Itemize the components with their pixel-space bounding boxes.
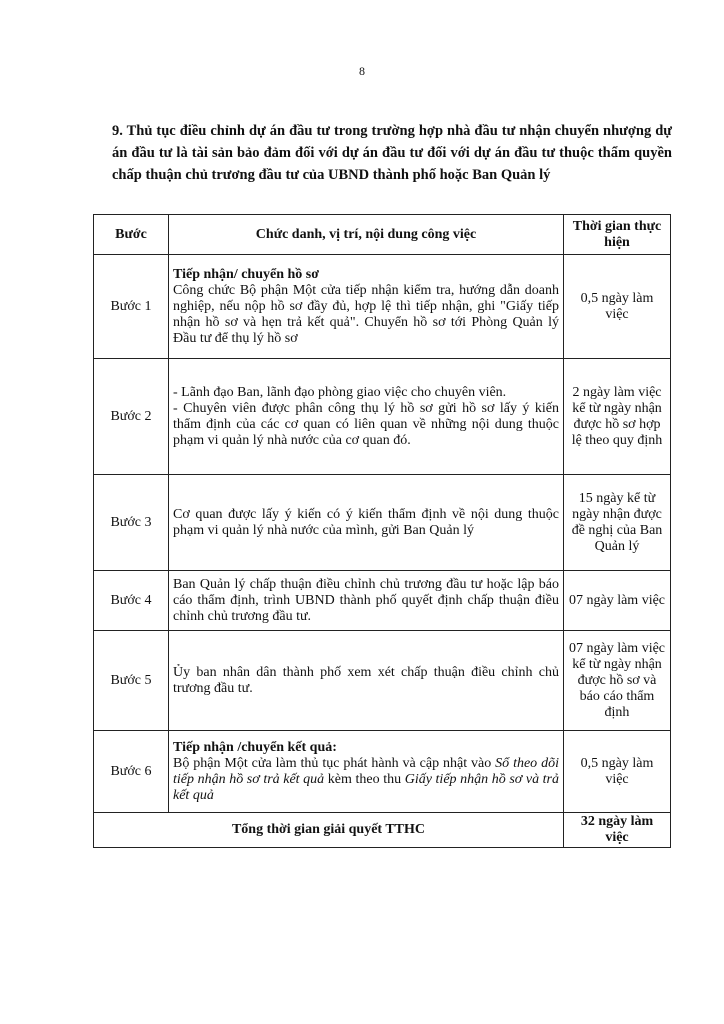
- table-row: [94, 731, 671, 813]
- step-time: 07 ngày làm việc kể từ ngày nhận được hồ sơ và báo cáo thẩm định: [564, 631, 671, 731]
- step-content: [169, 731, 564, 813]
- step-time: 0,5 ngày làm việc: [564, 731, 671, 813]
- section-heading: 9. Thủ tục điều chỉnh dự án đầu tư trong trường hợp nhà đầu tư nhận chuyển nhượng dự án đầu tư là tài sản bảo đảm đối với dự án đầu tư đối với dự án đầu tư thuộc thẩm quyền chấp thuận chủ trương đầu tư của UBND thành phố hoặc Ban Quản lý: [112, 123, 672, 183]
- step-time: 0,5 ngày làm việc: [564, 255, 671, 359]
- total-time: 32 ngày làm việc: [564, 813, 671, 848]
- step-content: Cơ quan được lấy ý kiến có ý kiến thẩm định về nội dung thuộc phạm vi quản lý nhà nước của mình, gửi Ban Quản lý: [169, 475, 564, 571]
- table-total-row: [94, 813, 671, 848]
- step-label: Bước 5: [94, 631, 169, 731]
- table-row: [94, 475, 671, 571]
- step-text-italic: Giấy tiếp nhận hồ sơ và trả kết quả: [173, 771, 560, 803]
- header-step: Bước: [94, 215, 169, 255]
- step-content: [169, 255, 564, 359]
- step-title: Tiếp nhận /chuyển kết quả:: [173, 739, 337, 755]
- procedure-table: [93, 214, 671, 848]
- step-time: 07 ngày làm việc: [564, 571, 671, 631]
- header-time: Thời gian thực hiện: [564, 215, 671, 255]
- table-row: [94, 571, 671, 631]
- step-text-line: - Lãnh đạo Ban, lãnh đạo phòng giao việc cho chuyên viên.: [173, 384, 507, 400]
- step-content: Ban Quản lý chấp thuận điều chỉnh chủ trương đầu tư hoặc lập báo cáo thẩm định, trình UBND thành phố quyết định chấp thuận điều chỉnh chủ trương đầu tư.: [169, 571, 564, 631]
- step-label: Bước 3: [94, 475, 169, 571]
- step-time: 2 ngày làm việc kể từ ngày nhận được hồ sơ hợp lệ theo quy định: [564, 359, 671, 475]
- header-content: Chức danh, vị trí, nội dung công việc: [169, 215, 564, 255]
- step-text: kèm theo thu: [327, 771, 402, 787]
- table-row: [94, 631, 671, 731]
- step-title: Tiếp nhận/ chuyển hồ sơ: [173, 266, 319, 282]
- step-text-italic: Sổ theo dõi tiếp nhận hồ sơ trả kết quả: [173, 755, 559, 787]
- total-label: Tổng thời gian giải quyết TTHC: [94, 813, 564, 848]
- table-row: [94, 359, 671, 475]
- step-text: Công chức Bộ phận Một cửa tiếp nhận kiểm tra, hướng dẫn doanh nghiệp, nếu nộp hồ sơ đầy đủ, hợp lệ thì tiếp nhận, ghi "Giấy tiếp nhận hồ sơ và hẹn trả kết quả". Chuyển hồ sơ tới Phòng Quản lý Đầu tư để thụ lý hồ sơ: [173, 282, 559, 346]
- table-header-row: [94, 215, 671, 255]
- step-time: 15 ngày kể từ ngày nhận được đề nghị của Ban Quản lý: [564, 475, 671, 571]
- step-text: Bộ phận Một cửa làm thủ tục phát hành và cập nhật vào: [173, 755, 492, 771]
- step-text-line: - Chuyên viên được phân công thụ lý hồ sơ gửi hồ sơ lấy ý kiến thẩm định của các cơ quan có liên quan về những nội dung thuộc phạm vi quản lý nhà nước của cơ quan đó.: [173, 400, 559, 448]
- step-label: Bước 4: [94, 571, 169, 631]
- step-label: Bước 2: [94, 359, 169, 475]
- page-number: 8: [359, 64, 365, 78]
- table-row: [94, 255, 671, 359]
- step-content: Ủy ban nhân dân thành phố xem xét chấp thuận điều chỉnh chủ trương đầu tư.: [169, 631, 564, 731]
- step-content: [169, 359, 564, 475]
- step-label: Bước 6: [94, 731, 169, 813]
- step-label: Bước 1: [94, 255, 169, 359]
